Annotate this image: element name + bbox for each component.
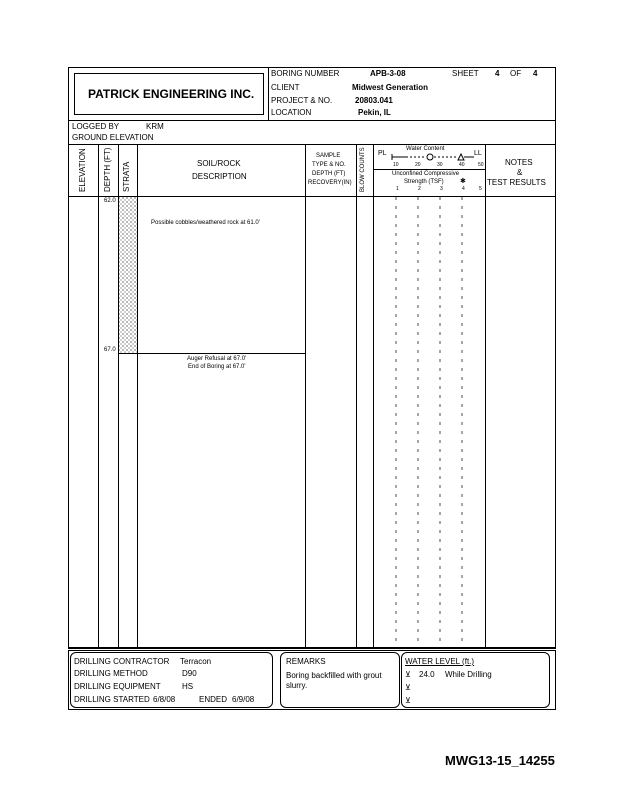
description-header: DESCRIPTION bbox=[192, 172, 247, 181]
started-label: DRILLING STARTED bbox=[74, 695, 150, 704]
depth-top-label: 62.0 bbox=[104, 198, 116, 204]
depth-header: DEPTH (FT) bbox=[103, 147, 112, 192]
sample-type-header: TYPE & NO. bbox=[312, 162, 346, 168]
water-level-label: WATER LEVEL (ft.) bbox=[405, 657, 475, 666]
equipment-value: HS bbox=[182, 682, 194, 691]
water-level-3-icon: ⊻ bbox=[405, 696, 411, 705]
header-divider-vertical bbox=[268, 67, 269, 120]
strata-header: STRATA bbox=[122, 161, 131, 192]
logged-by-label: LOGGED BY bbox=[72, 122, 120, 131]
boring-number-value: APB-3-08 bbox=[370, 69, 406, 78]
ucs-label-line1: Unconfined Compressive bbox=[392, 171, 460, 177]
ucs-tick-5: 5 bbox=[479, 186, 482, 192]
method-label: DRILLING METHOD bbox=[74, 669, 148, 678]
description-end-of-boring: End of Boring at 67.0' bbox=[188, 364, 246, 370]
logged-by-value: KRM bbox=[146, 122, 164, 131]
ended-value: 6/9/08 bbox=[232, 695, 255, 704]
company-name: PATRICK ENGINEERING INC. bbox=[88, 87, 255, 101]
description-cobbles: Possible cobbles/weathered rock at 61.0' bbox=[151, 220, 260, 226]
end-of-boring-line bbox=[118, 353, 305, 354]
col-line-tests bbox=[485, 144, 486, 648]
water-content-scale bbox=[390, 150, 480, 164]
ucs-symbol-icon: ✱ bbox=[460, 178, 466, 185]
col-line-sample bbox=[356, 144, 357, 648]
pl-label: PL bbox=[378, 150, 387, 157]
wc-tick-30: 30 bbox=[437, 162, 443, 168]
header-divider-horizontal bbox=[68, 120, 556, 121]
client-value: Midwest Generation bbox=[352, 83, 429, 92]
client-label: CLIENT bbox=[271, 83, 300, 92]
wc-tick-50: 50 bbox=[478, 162, 484, 168]
water-level-1-icon: ⊻ bbox=[405, 670, 411, 679]
sample-recovery-header: RECOVERY(IN) bbox=[308, 180, 352, 186]
document-id: MWG13-15_14255 bbox=[445, 753, 555, 768]
ended-label: ENDED bbox=[199, 695, 228, 704]
remarks-label: REMARKS bbox=[286, 657, 326, 666]
sheet-total: 4 bbox=[533, 69, 538, 78]
ground-elevation-label: GROUND ELEVATION bbox=[72, 133, 154, 142]
sheet-label: SHEET bbox=[452, 69, 479, 78]
test-results-header: TEST RESULTS bbox=[487, 178, 546, 187]
elevation-header: ELEVATION bbox=[78, 148, 87, 192]
test-gridlines bbox=[373, 197, 485, 648]
sheet-number: 4 bbox=[495, 69, 500, 78]
ucs-label-line2: Strength (TSF) bbox=[404, 179, 444, 185]
notes-header: NOTES bbox=[505, 158, 533, 167]
log-header-top bbox=[68, 144, 556, 145]
water-note: While Drilling bbox=[445, 670, 492, 679]
project-value: 20803.041 bbox=[355, 96, 393, 105]
depth-bottom-label: 67.0 bbox=[104, 347, 116, 353]
ucs-tick-4: 4 bbox=[462, 186, 465, 192]
footer-top-line bbox=[68, 648, 556, 649]
location-label: LOCATION bbox=[271, 108, 312, 117]
water-level-2-icon: ⊻ bbox=[405, 683, 411, 692]
wc-scale-divider bbox=[373, 169, 485, 170]
contractor-label: DRILLING CONTRACTOR bbox=[74, 657, 170, 666]
sample-depth-header: DEPTH (FT) bbox=[312, 171, 346, 177]
description-refusal: Auger Refusal at 67.0' bbox=[187, 356, 247, 362]
wc-tick-20: 20 bbox=[415, 162, 421, 168]
location-value: Pekin, IL bbox=[358, 108, 391, 117]
project-label: PROJECT & NO. bbox=[271, 96, 333, 105]
ucs-tick-1: 1 bbox=[396, 186, 399, 192]
soil-rock-header: SOIL/ROCK bbox=[197, 159, 241, 168]
ucs-tick-3: 3 bbox=[440, 186, 443, 192]
sheet-of-label: OF bbox=[510, 69, 522, 78]
remarks-text-line2: slurry. bbox=[286, 681, 308, 690]
equipment-label: DRILLING EQUIPMENT bbox=[74, 682, 161, 691]
method-value: D90 bbox=[182, 669, 197, 678]
strata-fill bbox=[118, 197, 137, 354]
wc-tick-10: 10 bbox=[393, 162, 399, 168]
water-depth: 24.0 bbox=[419, 670, 435, 679]
remarks-text-line1: Boring backfilled with grout bbox=[286, 671, 382, 680]
wc-tick-40: 40 bbox=[459, 162, 465, 168]
col-line-desc bbox=[305, 144, 306, 648]
notes-ampersand: & bbox=[517, 168, 523, 177]
contractor-value: Terracon bbox=[180, 657, 212, 666]
col-line-elevation bbox=[98, 144, 99, 648]
ll-label: LL bbox=[474, 150, 482, 157]
ucs-tick-2: 2 bbox=[418, 186, 421, 192]
sample-header: SAMPLE bbox=[316, 153, 341, 159]
boring-number-label: BORING NUMBER bbox=[271, 69, 340, 78]
col-line-strata bbox=[137, 144, 138, 648]
water-content-label: Water Content bbox=[406, 146, 445, 152]
started-value: 6/8/08 bbox=[153, 695, 176, 704]
blow-counts-header: BLOW COUNTS bbox=[360, 147, 366, 192]
